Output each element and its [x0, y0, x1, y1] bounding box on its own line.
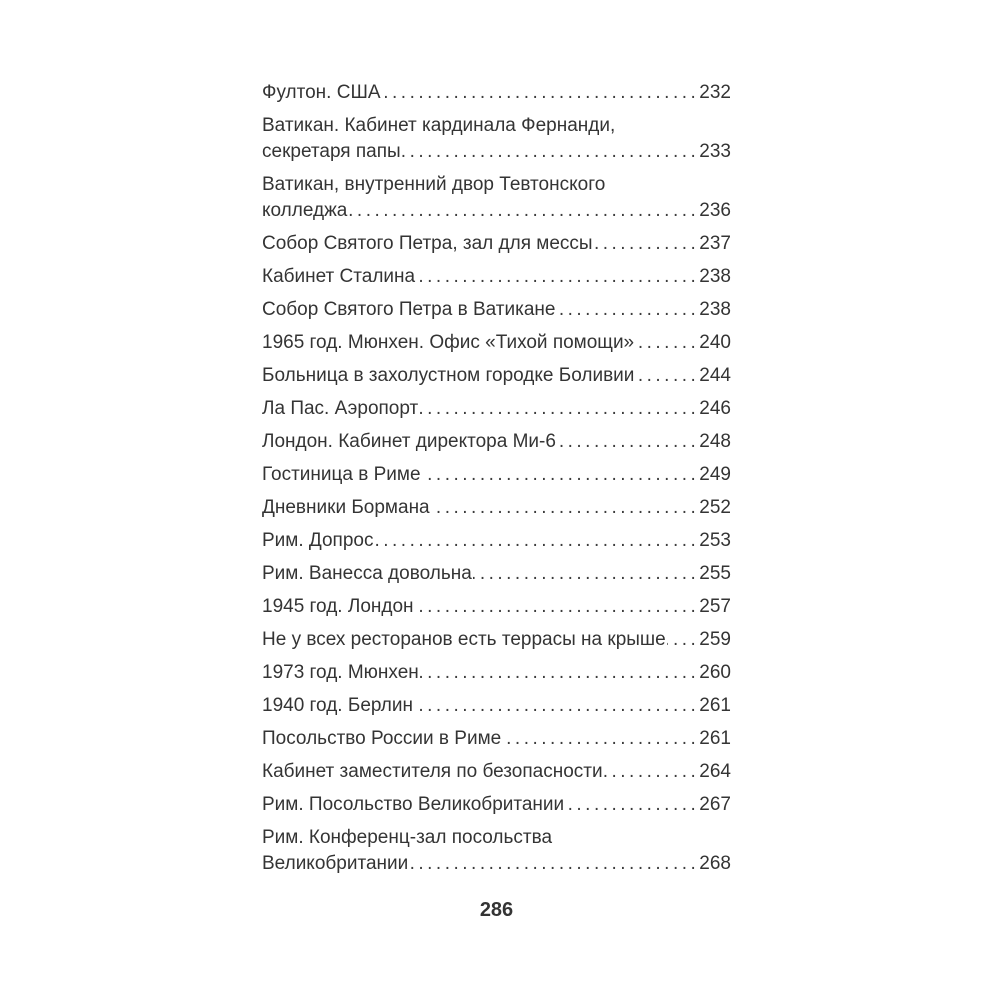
toc-entry [262, 297, 731, 323]
dot-leader [594, 231, 700, 257]
dot-leader [667, 627, 700, 653]
toc-entry [262, 759, 731, 785]
toc-entry [262, 264, 731, 290]
toc-entry-title: Гостиница в Риме [262, 464, 421, 485]
toc-entry [262, 660, 731, 686]
toc-entry-title: Посольство России в Риме [262, 728, 502, 749]
toc-entry-page-number: 268 [699, 853, 731, 874]
toc-entry-page-number: 238 [699, 266, 731, 287]
dot-leader [635, 330, 699, 356]
toc-entry [262, 231, 731, 257]
toc-entry-row [262, 495, 731, 521]
dot-leader [420, 660, 700, 686]
toc-entry [262, 363, 731, 389]
toc-entry-row [262, 363, 731, 389]
toc-entry [262, 113, 731, 165]
toc-entry-title: 1940 год. Берлин [262, 695, 413, 716]
toc-entry-title-line: Ватикан. Кабинет кардинала Фернанди, [262, 115, 616, 136]
toc-entry [262, 792, 731, 818]
toc-entry-title: Собор Святого Петра, зал для мессы [262, 233, 593, 254]
toc-entry-row [262, 80, 731, 106]
toc-entry-page-number: 248 [699, 431, 731, 452]
dot-leader [415, 594, 700, 620]
toc-entry-row [262, 330, 731, 356]
toc-entry [262, 462, 731, 488]
toc-entry [262, 429, 731, 455]
toc-entry-title: 1965 год. Мюнхен. Офис «Тихой помощи» [262, 332, 635, 353]
toc-entry-title: Кабинет Сталина [262, 266, 416, 287]
toc-entry-title-line: Рим. Конференц-зал посольства [262, 827, 553, 848]
toc-entry-page-number: 259 [699, 629, 731, 650]
toc-entry [262, 80, 731, 106]
dot-leader [473, 561, 700, 587]
page-number: 286 [479, 899, 514, 921]
toc-entry-title: Кабинет заместителя по безопасности [262, 761, 603, 782]
toc-entry-page-number: 253 [699, 530, 731, 551]
toc-entry-row [262, 792, 731, 818]
toc-entry-row [262, 198, 731, 224]
toc-entry-title: Собор Святого Петра в Ватикане [262, 299, 556, 320]
toc-entry [262, 396, 731, 422]
toc-entry-page-number: 249 [699, 464, 731, 485]
dot-leader [604, 759, 700, 785]
dot-leader [431, 495, 700, 521]
toc-entry-title: Дневники Бормана [262, 497, 430, 518]
toc-entry-title: Фултон. США [262, 82, 381, 103]
toc-entry-title-line: Ватикан, внутренний двор Тевтонского [262, 174, 606, 195]
dot-leader [419, 396, 699, 422]
toc-list [262, 80, 731, 884]
toc-entry-page-number: 261 [699, 695, 731, 716]
toc-entry-row [262, 851, 731, 877]
toc-entry-page-number: 267 [699, 794, 731, 815]
toc-entry-row [262, 627, 731, 653]
toc-entry-page-number: 257 [699, 596, 731, 617]
toc-entry-title: Рим. Посольство Великобритании [262, 794, 565, 815]
dot-leader [374, 528, 699, 554]
toc-entry [262, 726, 731, 752]
toc-entry-row [262, 297, 731, 323]
toc-entry-page-number: 240 [699, 332, 731, 353]
toc-entry-row [262, 264, 731, 290]
toc-entry [262, 330, 731, 356]
toc-entry-page-number: 237 [699, 233, 731, 254]
toc-entry-page-number: 260 [699, 662, 731, 683]
dot-leader [382, 80, 700, 106]
dot-leader [502, 726, 699, 752]
toc-entry [262, 528, 731, 554]
toc-entry-title: Ла Пас. Аэропорт [262, 398, 419, 419]
toc-entry-page-number: 252 [699, 497, 731, 518]
toc-entry-title: секретаря папы [262, 141, 401, 162]
toc-entry-row [262, 726, 731, 752]
toc-entry [262, 495, 731, 521]
toc-entry-page-number: 255 [699, 563, 731, 584]
toc-entry-title: Рим. Допрос [262, 530, 374, 551]
toc-entry-row [262, 396, 731, 422]
toc-entry-page-number: 233 [699, 141, 731, 162]
toc-entry-title: 1973 год. Мюнхен [262, 662, 419, 683]
dot-leader [557, 429, 699, 455]
toc-entry-title: Лондон. Кабинет директора Ми-6 [262, 431, 556, 452]
toc-entry-title: Не у всех ресторанов есть террасы на крыше [262, 629, 666, 650]
toc-entry [262, 825, 731, 877]
toc-entry-row [262, 139, 731, 165]
toc-entry-row [262, 528, 731, 554]
toc-entry-row [262, 462, 731, 488]
toc-entry-page-number: 261 [699, 728, 731, 749]
toc-entry-row [262, 759, 731, 785]
toc-entry [262, 172, 731, 224]
toc-entry-page-number: 238 [699, 299, 731, 320]
dot-leader [409, 851, 699, 877]
toc-entry [262, 561, 731, 587]
toc-entry-title: Рим. Ванесса довольна [262, 563, 472, 584]
toc-entry-page-number: 236 [699, 200, 731, 221]
dot-leader [422, 462, 700, 488]
toc-entry-row [262, 561, 731, 587]
dot-leader [565, 792, 699, 818]
toc-entry-page-number: 244 [699, 365, 731, 386]
dot-leader [556, 297, 699, 323]
dot-leader [348, 198, 699, 224]
toc-entry [262, 594, 731, 620]
dot-leader [414, 693, 699, 719]
toc-entry [262, 627, 731, 653]
dot-leader [635, 363, 699, 389]
toc-entry-row [262, 594, 731, 620]
toc-entry-title: 1945 год. Лондон [262, 596, 414, 617]
toc-entry-page-number: 246 [699, 398, 731, 419]
toc-entry-row [262, 660, 731, 686]
toc-entry-page-number: 264 [699, 761, 731, 782]
dot-leader [402, 139, 700, 165]
toc-entry-row [262, 429, 731, 455]
toc-entry-page-number: 232 [699, 82, 731, 103]
toc-entry-row [262, 693, 731, 719]
dot-leader [416, 264, 699, 290]
toc-entry [262, 693, 731, 719]
toc-entry-title: Больница в захолустном городке Боливии [262, 365, 635, 386]
toc-entry-row [262, 231, 731, 257]
toc-entry-title: колледжа [262, 200, 348, 221]
toc-entry-title: Великобритании [262, 853, 409, 874]
